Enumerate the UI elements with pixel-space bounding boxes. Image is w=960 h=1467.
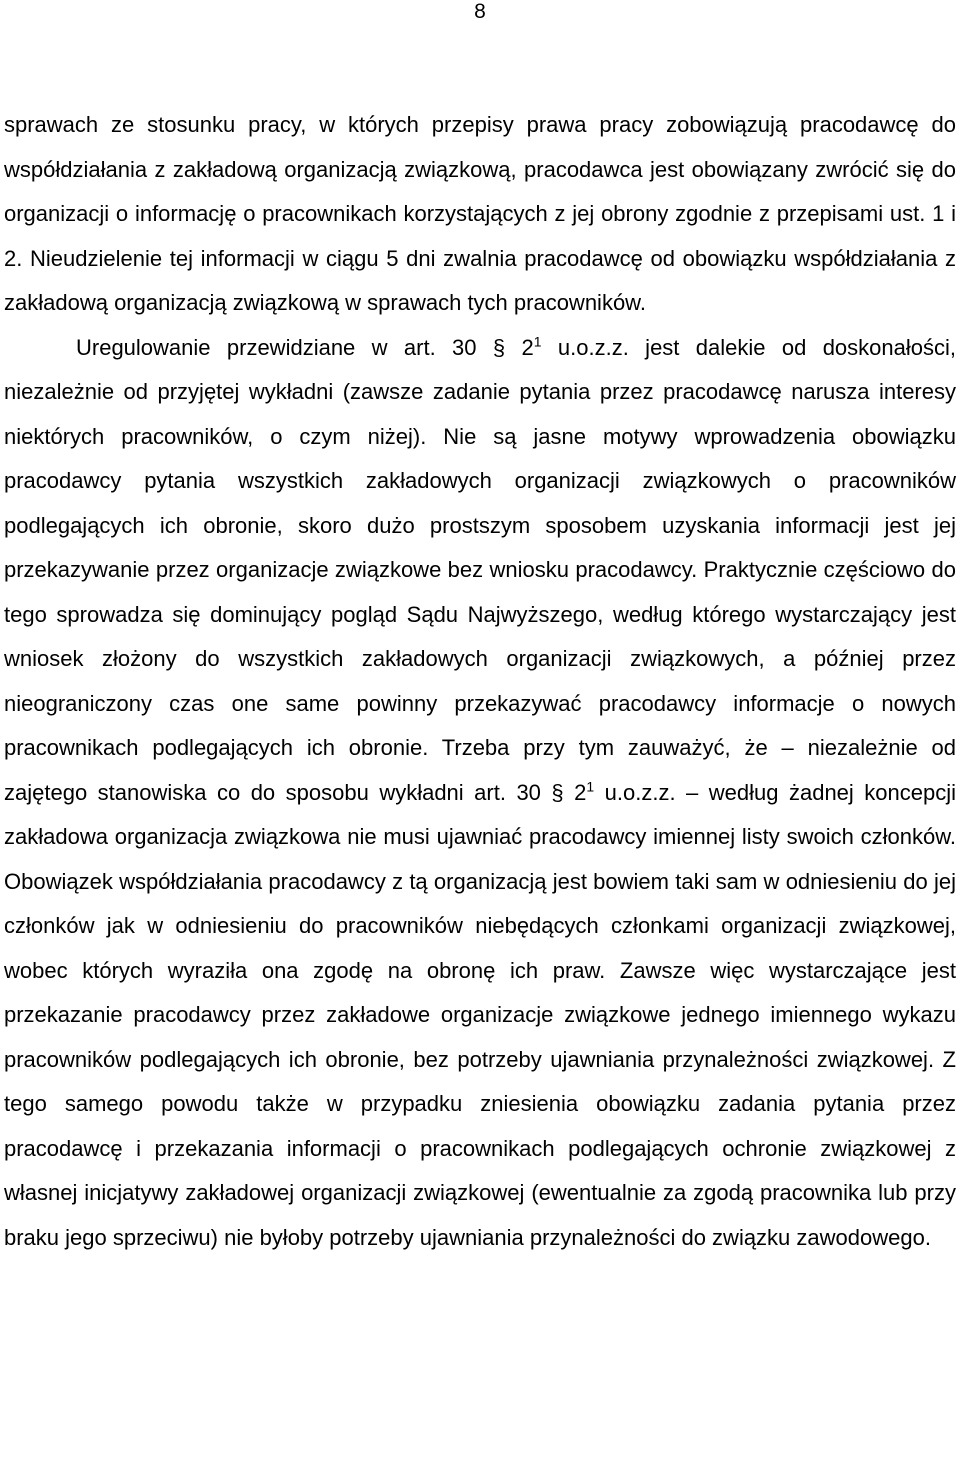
page-number: 8 <box>474 0 486 23</box>
paragraph-art-30 <box>4 326 956 1261</box>
superscript-2: 1 <box>586 778 595 795</box>
paragraph-2-part-1: Uregulowanie przewidziane w art. 30 § 2 <box>76 334 534 360</box>
paragraph-2-part-2: u.o.z.z. jest dalekie od doskonałości, niezależnie od przyjętej wykładni (zawsze zadanie pytania przez pracodawcę narusza interesy niektórych pracowników, o czym niżej). Nie są jasne motywy wprowadzenia obowiązku pracodawcy pytania wszystkich zakładowych organizacji związkowych o pracowników podlegających ich obronie, skoro dużo prostszym sposobem uzyskania informacji jest jej przekazywanie przez organizacje związkowe bez wniosku pracodawcy. Praktycznie częściowo do tego sprowadza się dominujący pogląd Sądu Najwyższego, według którego wystarczający jest wniosek złożony do wszystkich zakładowych organizacji związkowych, a później przez nieograniczony czas one same powinny przekazywać pracodawcy informacje o nowych pracownikach podlegających ich obronie. Trzeba przy tym zauważyć, że – niezależnie od zajętego stanowiska co do sposobu wykładni art. 30 § 2 <box>4 334 956 805</box>
superscript-1: 1 <box>533 333 542 350</box>
paragraph-continued <box>4 103 956 326</box>
document-body <box>4 103 956 1260</box>
paragraph-2-part-3: u.o.z.z. – według żadnej koncepcji zakładowa organizacja związkowa nie musi ujawniać pracodawcy imiennej listy swoich członków. Obowiązek współdziałania pracodawcy z tą organizacją jest bowiem taki sam w odniesieniu do jej członków jak w odniesieniu do pracowników niebędących członkami organizacji związkowej, wobec których wyraziła ona zgodę na obronę ich praw. Zawsze więc wystarczające jest przekazanie pracodawcy przez zakładowe organizacje związkowe jednego imiennego wykazu pracowników podlegających ich obronie, bez potrzeby ujawniania przynależności związkowej. Z tego samego powodu także w przypadku zniesienia obowiązku zadania pytania przez pracodawcę i przekazania informacji o pracownikach podlegających ochronie związkowej z własnej inicjatywy zakładowej organizacji związkowej (ewentualnie za zgodą pracownika lub przy braku jego sprzeciwu) nie byłoby potrzeby ujawniania przynależności do związku zawodowego. <box>4 779 956 1250</box>
paragraph-1-text: sprawach ze stosunku pracy, w których przepisy prawa pracy zobowiązują pracodawcę do współdziałania z zakładową organizacją związkową, pracodawca jest obowiązany zwrócić się do organizacji o informację o pracownikach korzystających z jej obrony zgodnie z przepisami ust. 1 i 2. Nieudzielenie tej informacji w ciągu 5 dni zwalnia pracodawcę od obowiązku współdziałania z zakładową organizacją związkową w sprawach tych pracowników. <box>4 112 956 315</box>
